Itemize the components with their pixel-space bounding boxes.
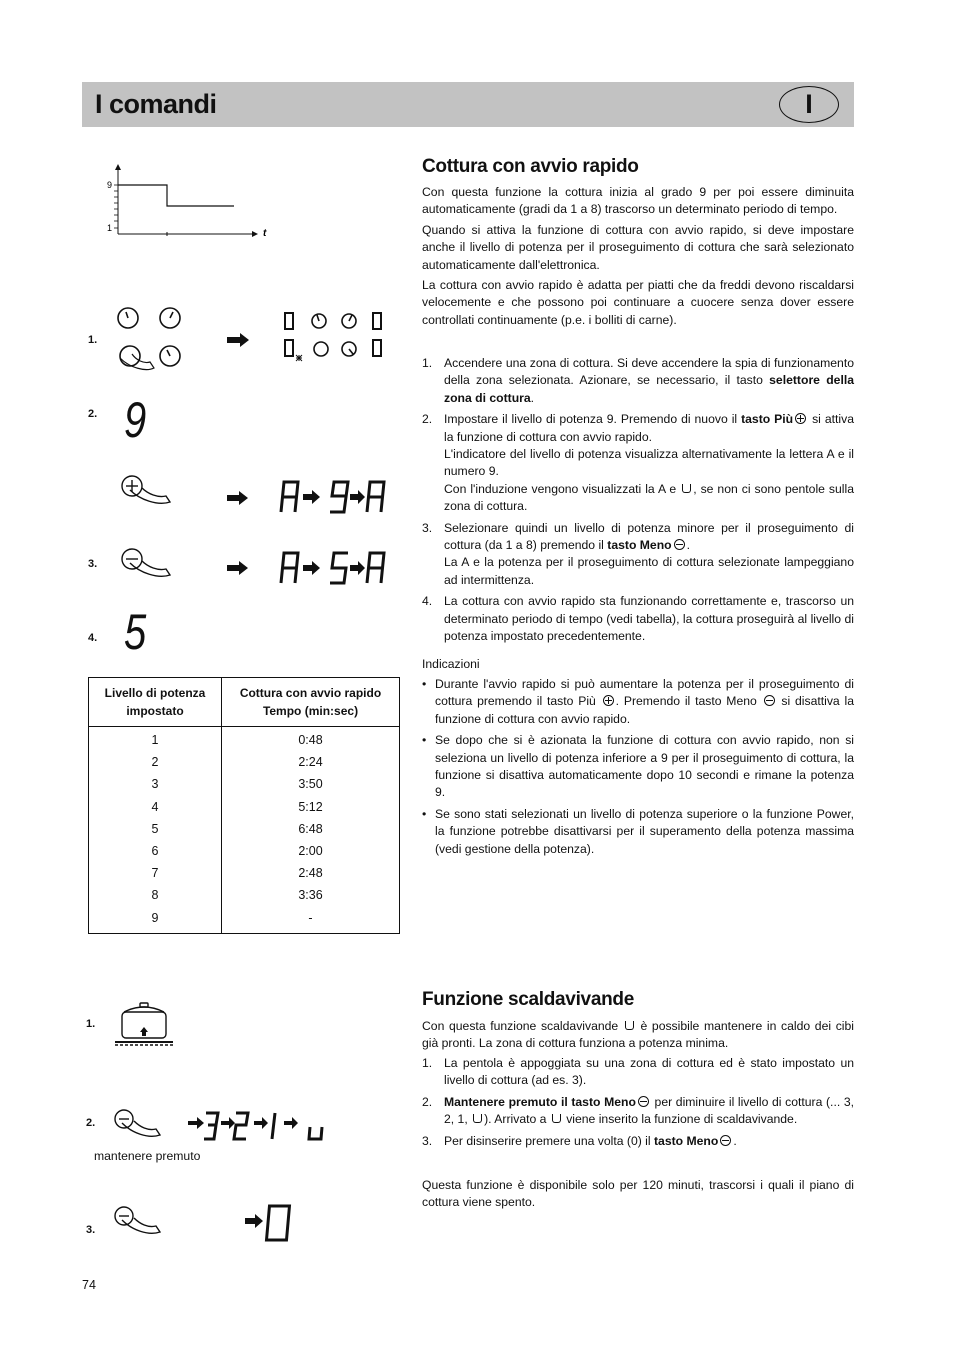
hold-label: mantenere premuto: [94, 1149, 201, 1163]
bullet: •: [422, 733, 427, 748]
step-text: .: [686, 538, 690, 553]
step-text: per diminuire il livello di cottura (... 3, 2, 1,: [444, 1094, 854, 1127]
keep-warm-icon: [625, 1021, 634, 1030]
table-cell: 9: [89, 907, 222, 934]
graph-y-top: 9: [107, 180, 113, 190]
list-item: [422, 593, 854, 645]
scald-off-row: [112, 1200, 302, 1250]
step-bold: selettore della zona di cottura: [444, 373, 854, 405]
table-cell: 1: [89, 727, 222, 752]
scald-countdown-row: [112, 1103, 332, 1153]
note-text: Se sono stati selezionati un livello di potenza superiore o la funzione Power, la funzione potrebbe disattivarsi per il superamento della potenza massima (vedi gestione della potenza).: [435, 806, 854, 856]
display-digit-5: 5: [124, 604, 148, 660]
step-text: si attiva la funzione di cottura con avvio rapido.: [444, 412, 854, 444]
left-step-3: 3.: [88, 558, 98, 570]
note-text: . Premendo il tasto Meno: [615, 694, 762, 709]
table-row: [89, 818, 400, 840]
table-cell: 2:24: [298, 755, 323, 770]
step-bold: tasto Più: [741, 412, 794, 427]
list-item: [422, 1055, 854, 1090]
power-step-graph: [100, 160, 280, 245]
page-title: I comandi: [95, 89, 217, 119]
table-cell: 2:00: [298, 844, 323, 859]
note-text: Durante l'avvio rapido si può aumentare la potenza per il proseguimento di cottura premendo il tasto Più: [435, 677, 854, 709]
graph-y-bottom: 1: [107, 223, 113, 233]
scald-step-3: 3.: [86, 1224, 96, 1236]
minus-key-icon: [720, 1135, 731, 1146]
step-text: ). Arrivato a: [484, 1112, 550, 1127]
intro-text: Con questa funzione scaldavivande: [422, 1019, 623, 1033]
step-text: Per disinserire premere una volta (0) il: [444, 1133, 654, 1148]
language-badge: I: [779, 86, 839, 123]
table-cell: 6: [89, 840, 222, 862]
step-text: Accendere una zona di cottura. Si deve accendere la spia di funzionamento della zona selezionata. Azionare, se necessario, il tasto: [444, 356, 854, 388]
table-cell: 6:48: [298, 821, 323, 836]
left-step-1: 1.: [88, 334, 98, 346]
quick-start-table: [88, 677, 400, 934]
step-text: L'indicatore del livello di potenza visualizza alternativamente la lettera A e il numero 9.: [444, 447, 854, 479]
section2-steps: [422, 1055, 854, 1154]
step-text: , se non ci sono pentole sulla zona di cottura.: [444, 481, 854, 514]
table-row: [89, 751, 400, 773]
step-text: La pentola è appoggiata su una zona di cottura ed è stato impostato un livello di cottura (ad es. 3).: [444, 1056, 854, 1088]
list-item: [422, 520, 854, 590]
table-cell: 3:36: [298, 888, 323, 903]
table-cell: 0:48: [298, 733, 323, 747]
step-number: 3.: [422, 1133, 433, 1148]
step1-illustration: [110, 302, 390, 382]
list-item: [422, 355, 854, 407]
table-header-time-line1: Cottura con avvio rapido: [239, 686, 382, 700]
pan-absent-icon: [682, 484, 691, 493]
table-row: [89, 796, 400, 818]
table-cell: 3: [89, 773, 222, 795]
bullet: •: [422, 677, 427, 691]
table-cell: 8: [89, 884, 222, 906]
notes-list: [422, 676, 854, 862]
scald-step-2: 2.: [86, 1117, 96, 1129]
table-header-time-line2: Tempo (min:sec): [262, 704, 359, 718]
table-header-time: [222, 678, 400, 727]
table-cell: 3:50: [298, 777, 323, 792]
step-text: La A e la potenza per il proseguimento di cottura selezionate lampeggiano ad intermittenza.: [444, 555, 854, 587]
left-step-4: 4.: [88, 632, 98, 644]
keep-warm-icon: [552, 1114, 561, 1123]
step-number: 3.: [422, 520, 433, 535]
step-text: viene inserito la funzione di scaldavivande.: [562, 1112, 798, 1127]
section1-intro: [422, 184, 854, 332]
plus-key-icon: [795, 413, 806, 424]
list-item: [422, 806, 854, 858]
step-text: Con l'induzione vengono visualizzati la A e: [444, 481, 681, 496]
keep-warm-icon: [473, 1114, 482, 1123]
step-text: La cottura con avvio rapido sta funzionando correttamente e, trascorso un determinato periodo di tempo (vedi tabella), la cottura proseguirà al livello di potenza impostato precedentemente.: [444, 594, 854, 644]
scald-step-1: 1.: [86, 1018, 96, 1030]
section1-steps: [422, 355, 854, 650]
step-text: .: [530, 390, 535, 405]
list-item: [422, 1094, 854, 1129]
step-bold: tasto Meno: [653, 1133, 719, 1148]
paragraph: Quando si attiva la funzione di cottura con avvio rapido, si deve impostare anche il livello di potenza per il proseguimento di cottura che sarà selezionato automaticamente dall'elettronica.: [422, 222, 854, 272]
step-number: 2.: [422, 412, 433, 427]
table-row: [89, 884, 400, 906]
step-text: Impostare il livello di potenza 9. Premendo di nuovo il: [444, 412, 742, 427]
graph-x-label: t: [263, 228, 267, 239]
section2-footer-note: Questa funzione è disponibile solo per 120 minuti, trascorsi i quali il piano di cottura viene spento.: [422, 1178, 854, 1210]
table-cell: 7: [89, 862, 222, 884]
plus-key-row: [118, 472, 393, 522]
step-bold: Mantenere premuto il tasto Meno: [444, 1094, 636, 1109]
step-bold: tasto Meno: [607, 538, 672, 553]
list-item: [422, 411, 854, 515]
minus-key-row: [118, 545, 393, 595]
bullet: •: [422, 806, 427, 821]
paragraph: La cottura con avvio rapido è adatta per piatti che da freddi devono riscaldarsi velocemente e che possono poi continuare a cuocere senza dover essere controllati continuamente (p.e. i bolliti di carne).: [422, 278, 854, 327]
step-number: 1.: [422, 1056, 433, 1070]
step-number: 1.: [422, 356, 433, 370]
table-header-level: Livello di potenza impostato: [89, 678, 222, 727]
note-text: Se dopo che si è azionata la funzione di cottura con avvio rapido, non si seleziona un livello di potenza inferiore a 9 per il proseguimento di cottura, la funzione si disattiva automaticamente dopo 10 secondi e rimane la potenza 9.: [435, 733, 854, 800]
page-number: 74: [82, 1278, 96, 1292]
step-number: 4.: [422, 594, 433, 609]
table-cell: 2:48: [298, 866, 323, 881]
minus-key-icon: [674, 539, 685, 550]
section2-intro: [422, 1018, 854, 1053]
table-cell: 5: [89, 818, 222, 840]
step-text: .: [733, 1133, 737, 1148]
table-cell: 2: [89, 751, 222, 773]
left-step-2: 2.: [88, 408, 98, 420]
table-row: [89, 907, 400, 934]
note-text: si disattiva la funzione di cottura con avvio rapido.: [435, 694, 855, 726]
table-cell: 4: [89, 796, 222, 818]
plus-key-icon: [603, 695, 614, 706]
display-digit-9: 9: [124, 392, 148, 448]
table-row: [89, 862, 400, 884]
intro-text: è possibile mantenere in caldo dei cibi già pronti. La zona di cottura funziona a potenza minima.: [422, 1019, 854, 1051]
list-item: [422, 1133, 854, 1150]
table-cell: -: [308, 910, 313, 925]
paragraph: Con questa funzione la cottura inizia al grado 9 per poi essere diminuita automaticamente (gradi da 1 a 8) trascorso un determinato periodo di tempo.: [422, 185, 854, 217]
list-item: [422, 732, 854, 802]
table-row: [89, 727, 400, 752]
step-number: 2.: [422, 1094, 433, 1109]
minus-key-icon: [638, 1096, 649, 1107]
table-row: [89, 773, 400, 795]
section2-title: Funzione scaldavivande: [422, 989, 634, 1010]
minus-key-icon: [764, 695, 775, 706]
table-cell: 5:12: [298, 799, 323, 814]
notes-title: Indicazioni: [422, 657, 480, 671]
list-item: [422, 676, 854, 728]
step-text: Selezionare quindi un livello di potenza minore per il proseguimento di cottura (da 1 a 8) premendo il: [444, 520, 854, 553]
table-row: [89, 840, 400, 862]
pot-icon: [112, 1000, 177, 1052]
section1-title: Cottura con avvio rapido: [422, 156, 639, 177]
